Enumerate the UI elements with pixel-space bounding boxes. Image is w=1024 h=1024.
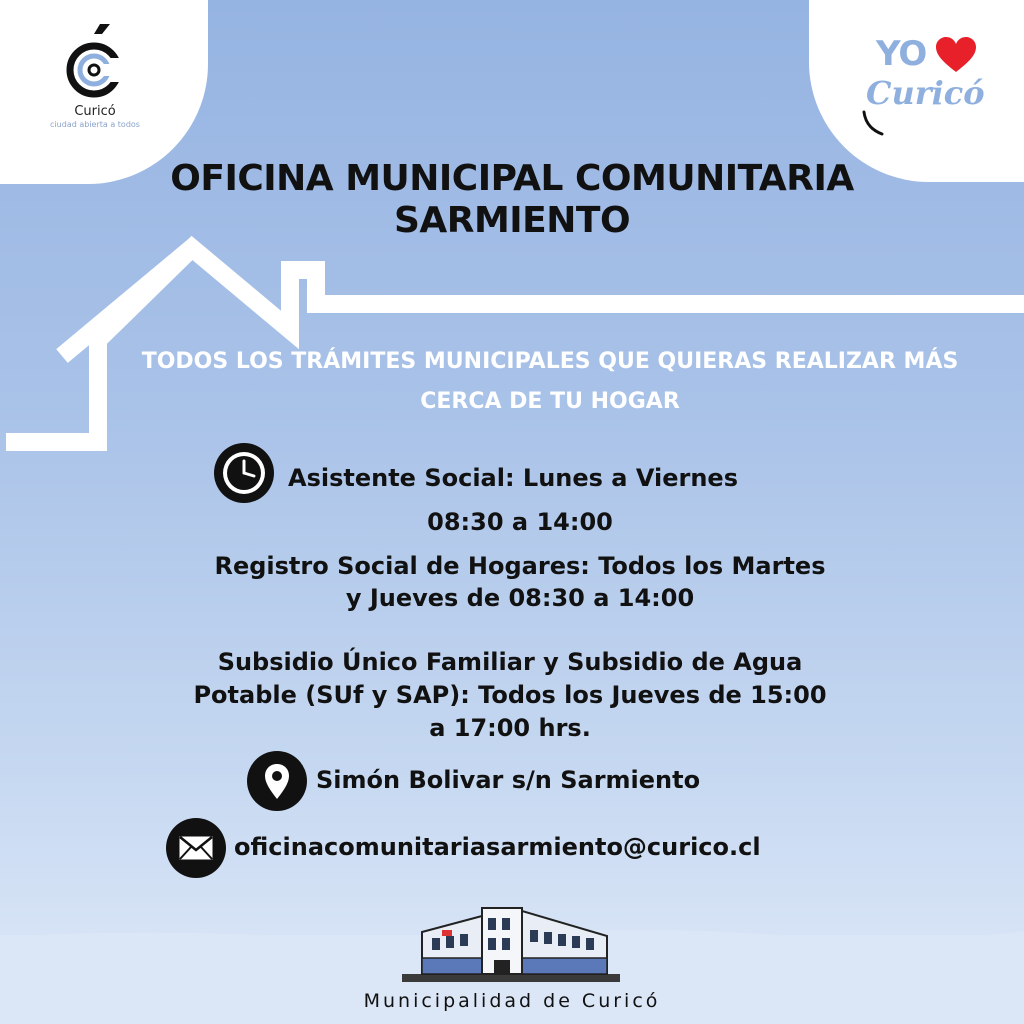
title-line-1: OFICINA MUNICIPAL COMUNITARIA — [170, 158, 854, 199]
address-text: Simón Bolivar s/n Sarmiento — [316, 766, 701, 794]
asistente-social-schedule — [240, 456, 800, 544]
subtitle-line-2: CERCA DE TU HOGAR — [420, 389, 680, 414]
location-pin-icon — [247, 751, 307, 811]
registro-social-line-2: y Jueves de 08:30 a 14:00 — [345, 584, 695, 612]
footer-municipality-name: Municipalidad de Curicó — [363, 990, 661, 1012]
subsidio-line-2: Potable (SUf y SAP): Todos los Jueves de 15:00 — [193, 681, 827, 709]
subtitle-line-1: TODOS LOS TRÁMITES MUNICIPALES QUE QUIERAS REALIZAR MÁS — [141, 349, 959, 374]
asistente-social-line-1: Asistente Social: Lunes a Viernes — [288, 464, 738, 492]
email-address: oficinacomunitariasarmiento@curico.cl — [234, 833, 761, 861]
title-line-2: SARMIENTO — [393, 200, 631, 241]
subsidio-schedule — [150, 646, 870, 745]
curico-logo-name: Curicó — [74, 104, 116, 119]
yo-logo-text: YO — [876, 34, 927, 74]
registro-social-schedule — [160, 550, 880, 614]
subsidio-line-3: a 17:00 hrs. — [429, 714, 591, 742]
asistente-social-line-2: 08:30 a 14:00 — [427, 508, 613, 536]
yo-logo-curico-text: Curicó — [866, 74, 985, 112]
subtitle — [130, 342, 970, 422]
curico-logo-tagline: ciudad abierta a todos — [50, 120, 140, 129]
envelope-icon — [166, 818, 226, 878]
municipal-building-icon — [402, 900, 620, 986]
registro-social-line-1: Registro Social de Hogares: Todos los Martes — [214, 552, 826, 580]
subsidio-line-1: Subsidio Único Familiar y Subsidio de Agua — [217, 648, 803, 676]
